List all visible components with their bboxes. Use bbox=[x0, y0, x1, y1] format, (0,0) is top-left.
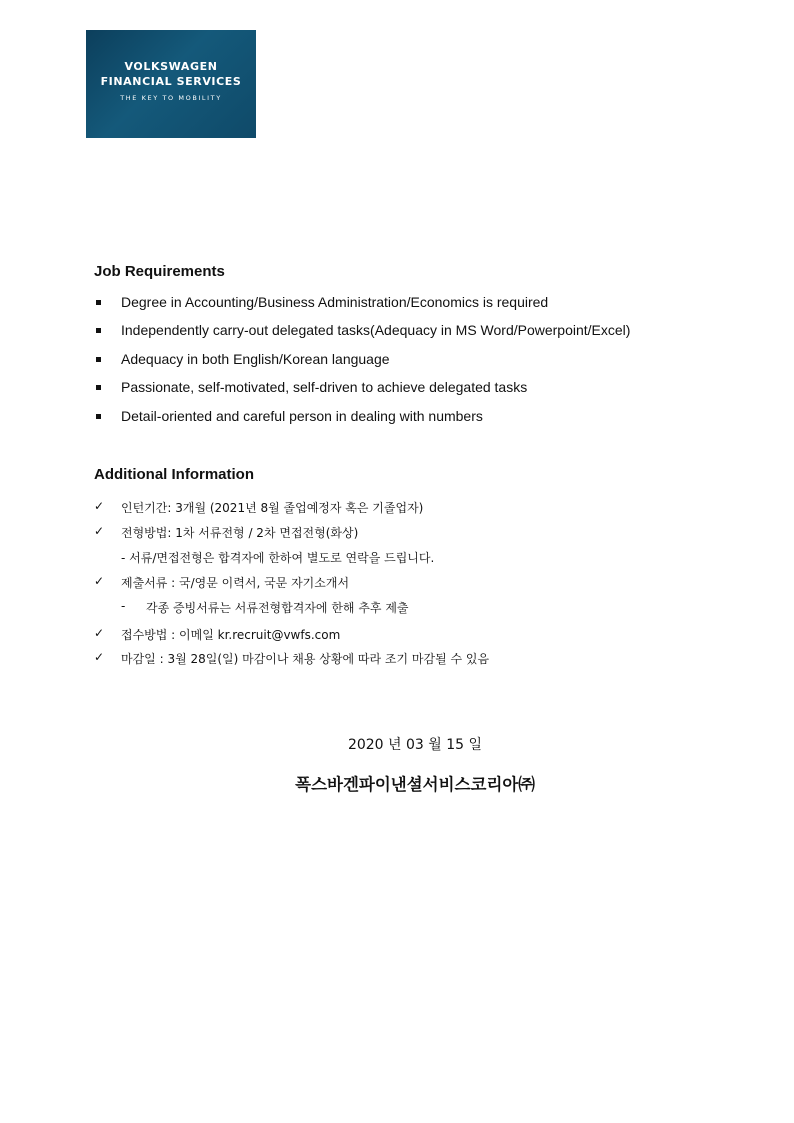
info-item bbox=[94, 524, 734, 542]
requirement-text: Adequacy in both English/Korean language bbox=[121, 351, 390, 367]
info-text: 전형방법: 1차 서류전형 / 2차 면접전형(화상) bbox=[121, 526, 359, 540]
checkmark-icon: ✓ bbox=[94, 650, 105, 664]
info-subnote: - 서류/면접전형은 합격자에 한하여 별도로 연락을 드립니다. bbox=[121, 551, 435, 565]
info-text: 마감일 : 3월 28일(일) 마감이나 채용 상황에 따라 조기 마감될 수 있음 bbox=[121, 652, 490, 666]
square-bullet-icon bbox=[96, 300, 101, 305]
square-bullet-icon bbox=[96, 414, 101, 419]
square-bullet-icon bbox=[96, 328, 101, 333]
info-item bbox=[94, 650, 734, 668]
logo-line-2: FINANCIAL SERVICES bbox=[100, 75, 242, 88]
requirement-text: Degree in Accounting/Business Administration/Economics is required bbox=[121, 294, 549, 310]
company-logo bbox=[86, 30, 256, 138]
info-item bbox=[94, 626, 734, 644]
requirement-text: Detail-oriented and careful person in dealing with numbers bbox=[121, 408, 483, 424]
square-bullet-icon bbox=[96, 357, 101, 362]
info-sub-dash: - bbox=[121, 599, 126, 613]
checkmark-icon: ✓ bbox=[94, 574, 105, 588]
checkmark-icon: ✓ bbox=[94, 626, 105, 640]
requirement-item bbox=[94, 322, 734, 342]
info-subnote: 각종 증빙서류는 서류전형합격자에 한해 추후 제출 bbox=[146, 601, 409, 615]
square-bullet-icon bbox=[96, 385, 101, 390]
additional-information-heading: Additional Information bbox=[94, 466, 254, 483]
info-text: 인턴기간: 3개월 (2021년 8월 졸업예정자 혹은 기졸업자) bbox=[121, 501, 424, 515]
info-item bbox=[94, 499, 734, 517]
job-requirements-heading: Job Requirements bbox=[94, 263, 225, 280]
logo-line-1: VOLKSWAGEN bbox=[124, 60, 218, 73]
checkmark-icon: ✓ bbox=[94, 524, 105, 538]
info-text: 접수방법 : 이메일 kr.recruit@vwfs.com bbox=[121, 628, 341, 642]
checkmark-icon: ✓ bbox=[94, 499, 105, 513]
requirement-text: Passionate, self-motivated, self-driven to achieve delegated tasks bbox=[121, 379, 528, 395]
requirement-text: Independently carry-out delegated tasks(Adequacy in MS Word/Powerpoint/Excel) bbox=[121, 322, 631, 338]
requirement-item bbox=[94, 294, 734, 314]
company-name: 폭스바겐파이낸셜서비스코리아㈜ bbox=[295, 775, 535, 794]
requirement-item bbox=[94, 351, 734, 371]
logo-tagline: THE KEY TO MOBILITY bbox=[120, 94, 222, 102]
info-item bbox=[94, 574, 734, 592]
requirement-item bbox=[94, 408, 734, 428]
document-date: 2020 년 03 월 15 일 bbox=[347, 737, 483, 753]
info-text: 제출서류 : 국/영문 이력서, 국문 자기소개서 bbox=[121, 576, 350, 590]
requirement-item bbox=[94, 379, 734, 399]
